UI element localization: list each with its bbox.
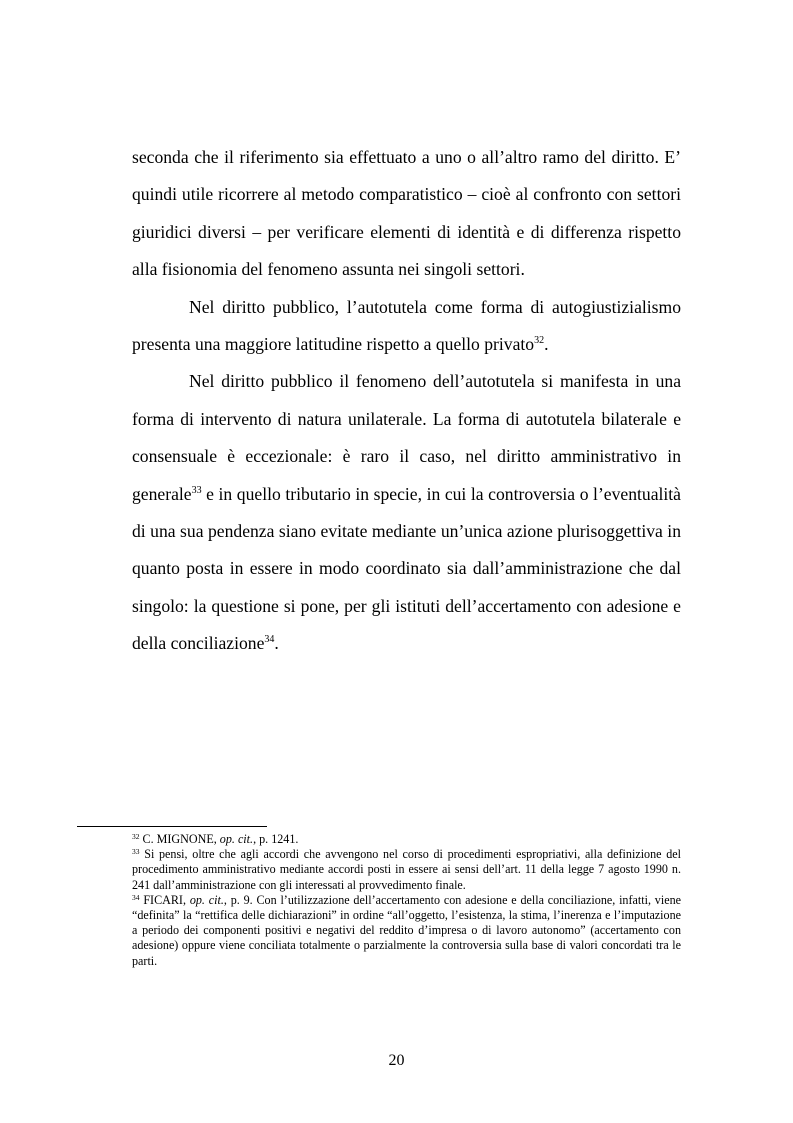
footnote-33-text: Si pensi, oltre che agli accordi che avvengono nel corso di procedimenti espropriativi, alla definizione del procedimento amministrativo mediante accordi posti in essere ai sensi dell’art. 11 della legge 7 agosto 1990 n. 241 dall’amministrazione con gli interessati al provvedimento finale. bbox=[132, 847, 681, 892]
footnote-32-number: 32 bbox=[132, 832, 140, 841]
paragraph-3-text-b: e in quello tributario in specie, in cui la controversia o l’eventualità di una sua pendenza siano evitate mediante un’unica azione plurisoggettiva in quanto posta in essere in modo coordinato sia dall’amministrazione che dal singolo: la questione si pone, per gli istituti dell’accertamento con adesione e della conciliazione bbox=[132, 483, 681, 654]
footnote-32-author: C. MIGNONE, bbox=[139, 832, 220, 846]
paragraph-3 bbox=[132, 363, 681, 662]
footnotes bbox=[132, 832, 681, 969]
page-number: 20 bbox=[388, 1052, 405, 1069]
footnote-ref-34[interactable]: 34 bbox=[264, 634, 275, 646]
footnote-separator bbox=[77, 826, 267, 827]
body-text bbox=[132, 139, 681, 663]
footnote-ref-33[interactable]: 33 bbox=[191, 484, 202, 496]
paragraph-3-end: . bbox=[274, 633, 279, 654]
footnote-34-author: FICARI, bbox=[139, 892, 190, 907]
footnote-34-opcit: op. cit. bbox=[189, 892, 224, 907]
footnote-33 bbox=[132, 847, 681, 893]
paragraph-1: seconda che il riferimento sia effettuato a uno o all’altro ramo del diritto. E’ quindi utile ricorrere al metodo comparatistico – cioè al confronto con settori giuridici diversi – per verificare elementi di identità e di differenza rispetto alla fisionomia del fenomeno assunta nei singoli settori. bbox=[132, 147, 681, 280]
paragraph-2 bbox=[132, 289, 681, 364]
footnote-34 bbox=[132, 893, 681, 969]
footnote-ref-32[interactable]: 32 bbox=[534, 335, 545, 347]
footnote-34-text: , p. 9. Con l’utilizzazione dell’accertamento con adesione e della conciliazione, infatti, viene “definita” la “rettifica delle dichiarazioni” in ordine “all’oggetto, l’esistenza, la stima, l’inerenza e l’imputazione a periodo dei componenti positivi e negativi del reddito d’impresa o di lavoro autonomo” (accertamento con adesione) oppure viene conciliata totalmente o parzialmente la controversia sulla base di valori concordati tra le parti. bbox=[132, 892, 681, 968]
paragraph-2-end: . bbox=[544, 334, 549, 355]
footnote-32-page: , p. 1241. bbox=[253, 832, 299, 846]
footnote-34-number: 34 bbox=[132, 892, 140, 902]
footnote-32 bbox=[132, 832, 681, 847]
paragraph-2-text: Nel diritto pubblico, l’autotutela come forma di autogiustizialismo presenta una maggiore latitudine rispetto a quello privato bbox=[132, 296, 681, 355]
footnote-32-opcit: op. cit. bbox=[219, 832, 254, 846]
footnote-33-number: 33 bbox=[132, 847, 140, 857]
paragraph-3-text-a: Nel diritto pubblico il fenomeno dell’autotutela si manifesta in una forma di intervento di natura unilaterale. La forma di autotutela bilaterale e consensuale è eccezionale: è raro il caso, nel diritto amministrativo in generale bbox=[132, 371, 681, 504]
